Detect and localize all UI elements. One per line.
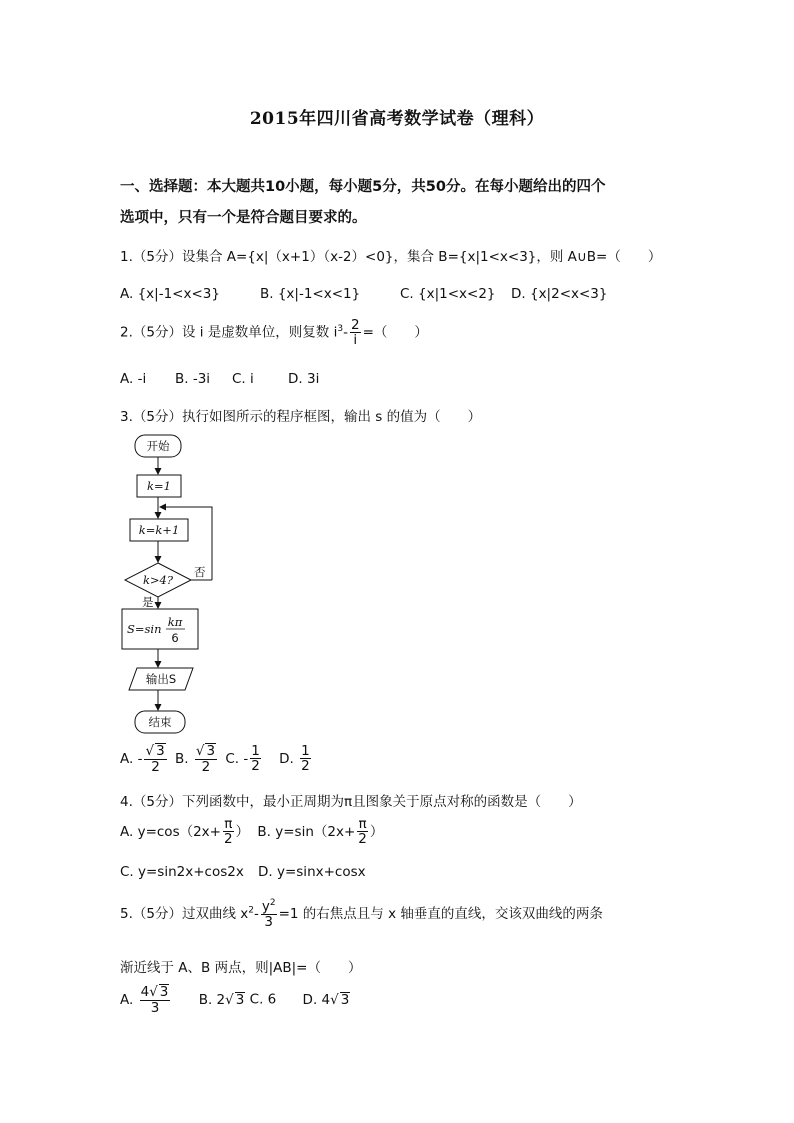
q4-option-a <box>120 816 250 848</box>
q4-options-ab <box>120 817 383 846</box>
q2-option-d: D. 3i <box>288 371 320 387</box>
q5-option-d-radicand: 3 <box>340 991 350 1008</box>
q3-option-a-radicand: 3 <box>156 743 165 759</box>
q4-option-b-numerator: π <box>358 816 367 832</box>
q5-option-a-denominator: 3 <box>150 999 160 1016</box>
q2-exponent: 3 <box>337 324 344 335</box>
flow-step-label: k=k+1 <box>138 523 180 537</box>
q2-stem-pre: 2.（5分）设 i 是虚数单位，则复数 i <box>120 324 338 341</box>
q5-option-d-coef: 4 <box>321 991 331 1008</box>
q1-option-d: D. {x|2<x<3} <box>511 286 608 302</box>
q3-option-b-radicand: 3 <box>206 743 216 759</box>
flow-no-label: 否 <box>194 565 206 579</box>
q5-stem-line2: 渐近线于 A、B 两点，则|AB|=（ ） <box>120 960 362 976</box>
q3-option-d-label: D. <box>279 750 294 767</box>
q5-fraction-numerator <box>261 899 277 915</box>
q5-fraction <box>261 899 277 929</box>
q5-fraction-denominator: 3 <box>264 913 274 930</box>
q5-option-a-fraction <box>140 984 171 1015</box>
q3-option-d-fraction <box>300 744 311 773</box>
q2-fraction-denominator: i <box>353 332 358 349</box>
q3-option-b-denominator: 2 <box>201 758 211 775</box>
q3-stem: 3.（5分）执行如图所示的程序框图，输出 s 的值为（ ） <box>120 409 482 425</box>
q5-option-d: D. 4√ 3 <box>302 991 350 1008</box>
q3-option-c-label: C. <box>225 750 240 767</box>
q4-option-d: D. y=sinx+cosx <box>258 864 366 880</box>
q3-flowchart <box>115 430 225 740</box>
flow-assign-prefix: S=sin <box>127 622 162 636</box>
q5-options <box>120 984 350 1015</box>
q3-option-d <box>279 742 313 775</box>
q5-stem <box>120 899 603 929</box>
q3-option-a-numerator: √ 3 <box>145 743 165 759</box>
q5-option-a-numerator: 4√ 3 <box>140 984 169 1000</box>
q5-option-d-label: D. <box>302 991 318 1008</box>
q3-option-c <box>225 742 262 775</box>
q3-option-a-sign: - <box>137 750 143 767</box>
q2-option-b: B. -3i <box>175 371 211 387</box>
q5-option-a-coef: 4 <box>140 984 150 1000</box>
q3-option-b-fraction <box>195 743 217 774</box>
q3-option-b <box>174 743 219 775</box>
q4-option-b-post: ） <box>369 823 384 840</box>
q2-fraction <box>350 318 361 347</box>
q4-stem: 4.（5分）下列函数中，最小正周期为π且图象关于原点对称的函数是（ ） <box>120 794 582 810</box>
q3-option-b-label: B. <box>174 750 189 767</box>
q5-fraction-numerator-exponent: 2 <box>269 898 276 908</box>
q2-option-c: C. i <box>232 371 254 387</box>
q3-option-a <box>120 743 169 775</box>
q5-exponent: 2 <box>248 905 254 916</box>
q3-option-d-denominator: 2 <box>301 758 310 775</box>
flow-end-label: 结束 <box>148 715 172 729</box>
q3-option-c-sign: - <box>243 750 249 767</box>
q5-option-a <box>120 984 172 1016</box>
flow-yes-label: 是 <box>142 595 154 609</box>
q1-stem: 1.（5分）设集合 A={x|（x+1）（x-2）<0}，集合 B={x|1<x<3}，则 A∪B=（ ） <box>120 249 662 265</box>
q4-option-b <box>257 816 384 848</box>
flow-decision-label: k>4? <box>142 573 174 587</box>
q1-option-a: A. {x|-1<x<3} <box>120 286 220 302</box>
q4-option-a-numerator: π <box>224 816 233 832</box>
q3-option-c-fraction <box>250 744 261 773</box>
q3-option-a-fraction <box>144 743 166 774</box>
q4-option-a-fraction <box>223 817 234 846</box>
q4-option-a-post: ） <box>235 823 250 840</box>
q3-option-d-numerator: 1 <box>301 742 310 759</box>
q3-option-c-denominator: 2 <box>251 758 260 775</box>
q2-minus: - <box>343 324 348 341</box>
q4-option-b-denominator: 2 <box>358 831 367 848</box>
q5-option-b-label: B. <box>198 991 213 1008</box>
q5-option-b: B. 2√ 3 <box>198 991 245 1008</box>
page-title: 2015年四川省高考数学试卷（理科） <box>249 109 545 129</box>
flow-init-label: k=1 <box>147 479 171 493</box>
flow-assign-numerator: kπ <box>167 615 183 629</box>
q5-option-a-radicand: 3 <box>159 984 169 1000</box>
q2-stem <box>120 318 428 347</box>
q3-option-c-numerator: 1 <box>251 742 260 759</box>
q2-fraction-numerator: 2 <box>350 317 360 333</box>
flow-start-label: 开始 <box>146 439 170 453</box>
q4-option-a-denominator: 2 <box>224 831 233 848</box>
q4-option-b-fraction <box>357 817 368 846</box>
q1-option-c: C. {x|1<x<2} <box>400 286 496 302</box>
q5-option-b-radicand: 3 <box>235 991 245 1008</box>
q5-stem-post: =1 的右焦点且与 x 轴垂直的直线，交该双曲线的两条 <box>278 905 603 922</box>
q4-option-a-pre: A. y=cos（2x+ <box>120 823 221 840</box>
q2-option-a: A. -i <box>120 371 147 387</box>
q3-option-a-label: A. <box>120 750 134 767</box>
flow-output-label: 输出S <box>145 672 177 686</box>
q3-option-b-numerator: √ 3 <box>195 743 216 759</box>
flow-assign-denominator: 6 <box>171 631 179 645</box>
q5-option-a-label: A. <box>120 991 134 1008</box>
q5-option-b-coef: 2 <box>216 991 226 1008</box>
q4-option-c: C. y=sin2x+cos2x <box>120 864 244 880</box>
q5-stem-pre: 5.（5分）过双曲线 x <box>120 905 249 922</box>
q5-option-c: C. 6 <box>249 991 277 1008</box>
q3-option-a-denominator: 2 <box>151 758 160 775</box>
q4-option-b-pre: B. y=sin（2x+ <box>257 823 356 840</box>
q1-option-b: B. {x|-1<x<1} <box>260 286 361 302</box>
q2-stem-post: =（ ） <box>362 324 428 341</box>
section-heading-line2: 选项中，只有一个是符合题目要求的。 <box>120 210 367 226</box>
section-heading-line1: 一、选择题：本大题共10小题，每小题5分，共50分。在每小题给出的四个 <box>120 179 606 195</box>
q5-minus: - <box>253 905 259 922</box>
q3-options <box>120 743 313 774</box>
q5-fraction-numerator-var: y <box>261 898 270 915</box>
